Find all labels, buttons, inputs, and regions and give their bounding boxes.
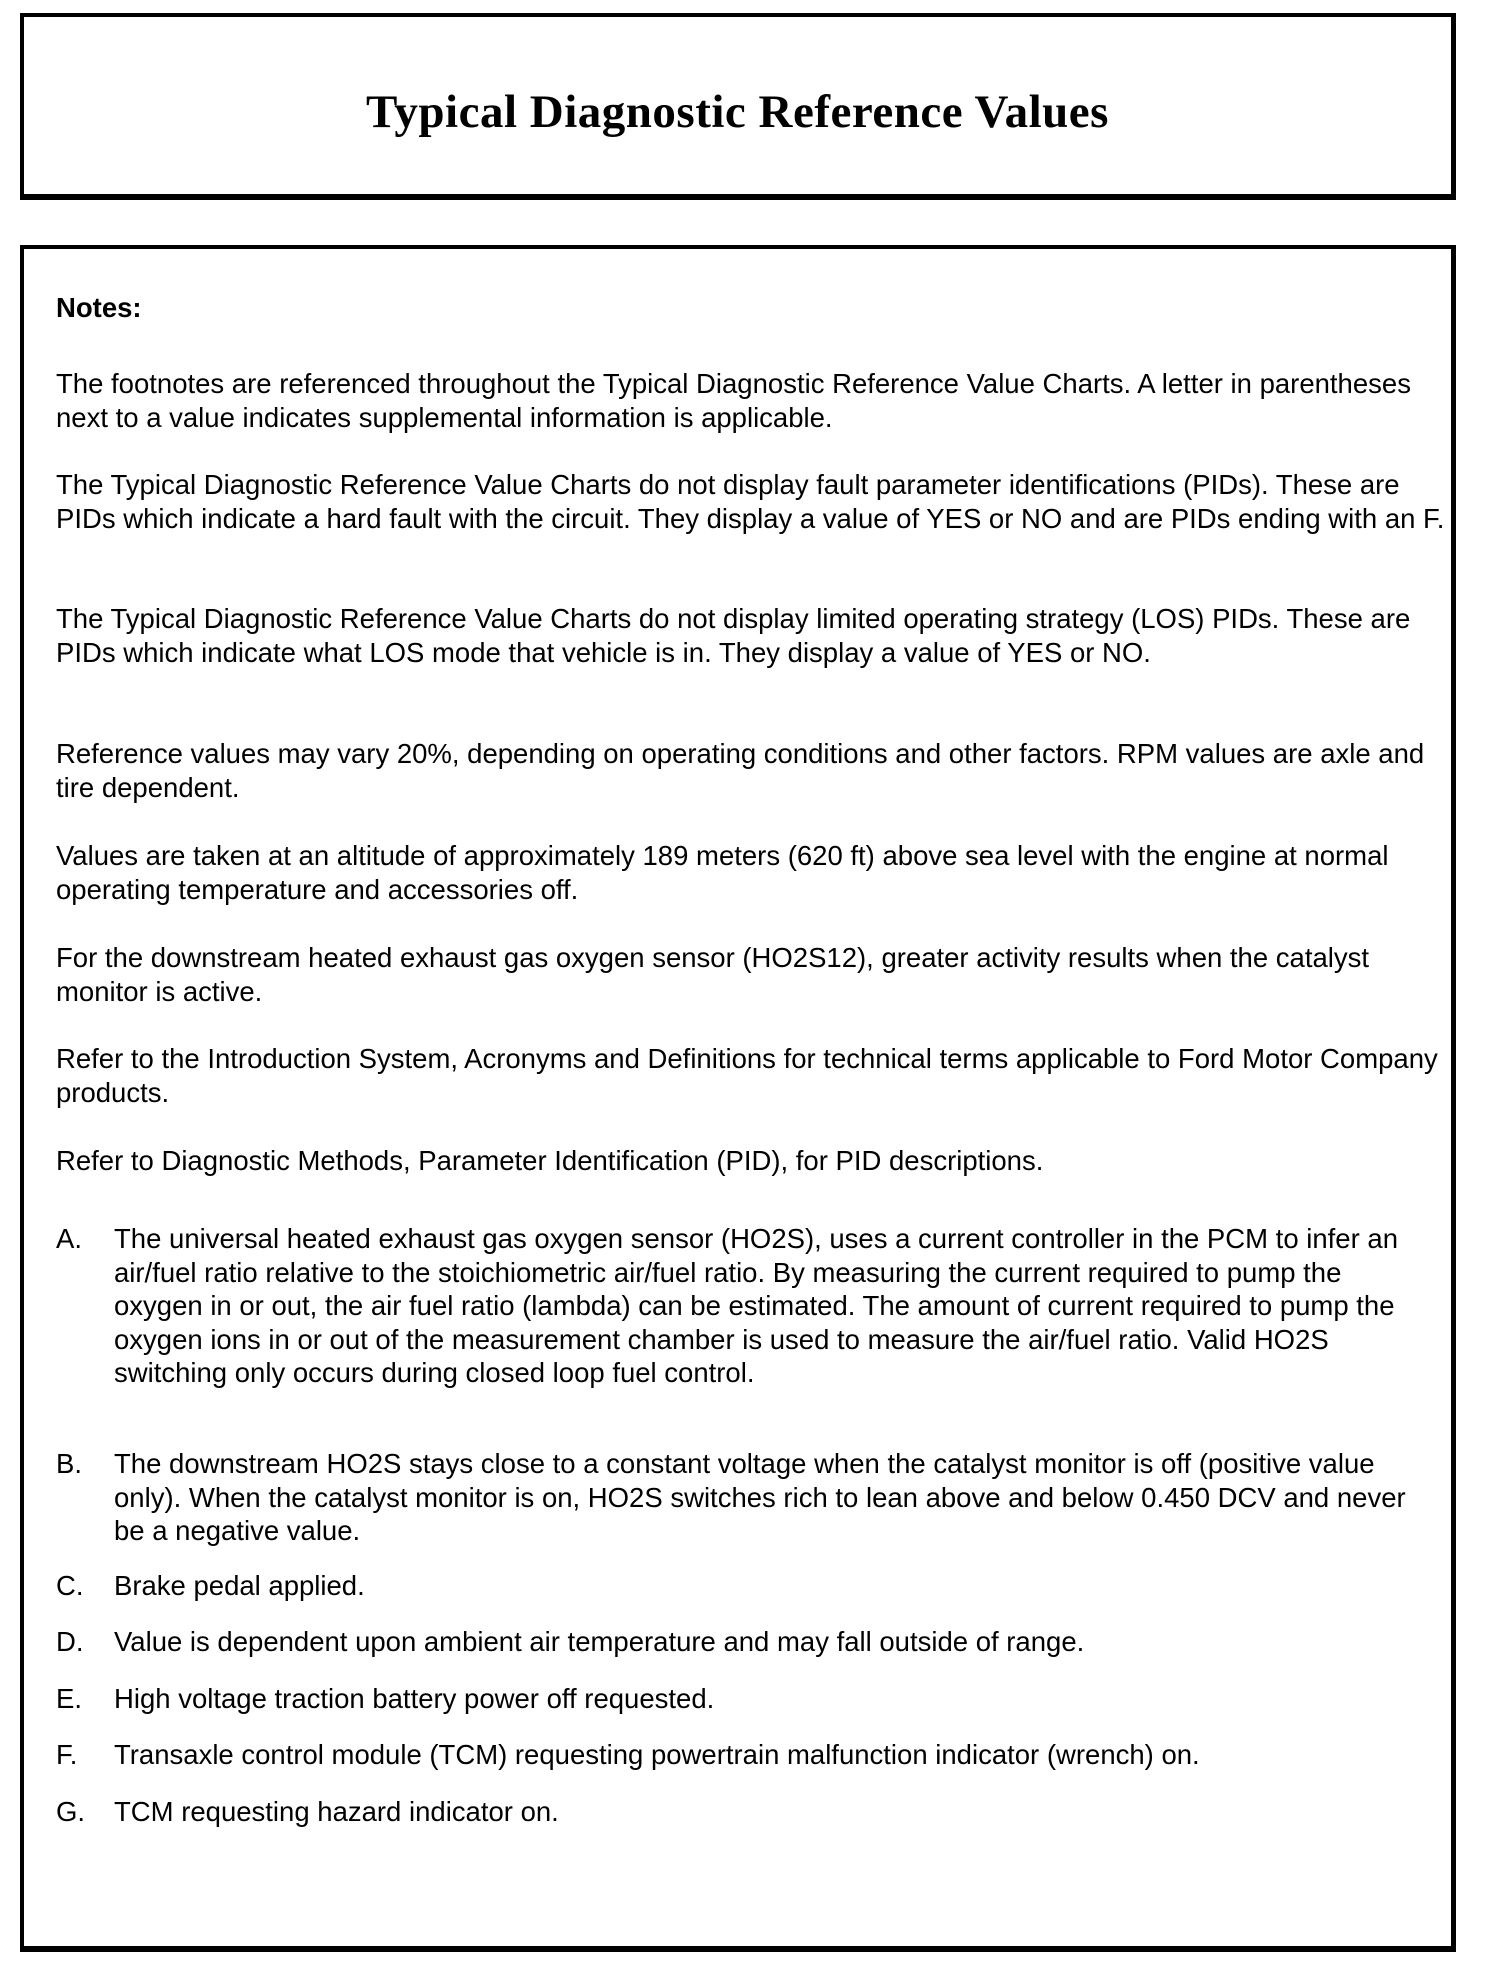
footnote-text: The downstream HO2S stays close to a constant voltage when the catalyst monitor is off (positive value only). When the catalyst monitor is on, HO2S switches rich to lean above and below 0.450 DCV and never be a negative value. <box>114 1448 1406 1546</box>
note-los-pids: The Typical Diagnostic Reference Value Charts do not display limited operating strategy (LOS) PIDs. These are PIDs which indicate what LOS mode that vehicle is in. They display a value of YES or NO. <box>56 603 1411 668</box>
note-value-variance: Reference values may vary 20%, depending on operating conditions and other factors. RPM values are axle and tire dependent. <box>56 738 1425 803</box>
title-box <box>20 13 1456 200</box>
note-fault-pids: The Typical Diagnostic Reference Value Charts do not display fault parameter identifications (PIDs). These are PIDs which indicate a hard fault with the circuit. They display a value of YES or NO and are PIDs ending with an F. <box>56 469 1445 534</box>
footnote-letter: G. <box>56 1796 86 1827</box>
notes-box <box>20 245 1456 1952</box>
note-refer-introduction: Refer to the Introduction System, Acronyms and Definitions for technical terms applicable to Ford Motor Company products. <box>56 1043 1438 1108</box>
footnote-letter: A. <box>56 1223 82 1254</box>
footnote-g <box>56 1795 1451 1829</box>
footnote-letter: D. <box>56 1626 84 1657</box>
footnote-text: The universal heated exhaust gas oxygen sensor (HO2S), uses a current controller in the PCM to infer an air/fuel ratio relative to the stoichiometric air/fuel ratio. By measuring the current required to pump the oxygen in or out, the air fuel ratio (lambda) can be estimated. The amount of current required to pump the oxygen ions in or out of the measurement chamber is used to measure the air/fuel ratio. Valid HO2S switching only occurs during closed loop fuel control. <box>114 1223 1398 1388</box>
note-footnotes-reference: The footnotes are referenced throughout the Typical Diagnostic Reference Value Charts. A letter in parentheses next to a value indicates supplemental information is applicable. <box>56 368 1411 433</box>
footnote-b <box>56 1447 1451 1548</box>
footnote-text: Value is dependent upon ambient air temperature and may fall outside of range. <box>114 1626 1085 1657</box>
footnote-letter: B. <box>56 1448 82 1479</box>
footnote-text: Brake pedal applied. <box>114 1570 365 1601</box>
note-altitude: Values are taken at an altitude of approximately 189 meters (620 ft) above sea level with the engine at normal operating temperature and accessories off. <box>56 840 1389 905</box>
footnote-text: Transaxle control module (TCM) requesting powertrain malfunction indicator (wrench) on. <box>114 1739 1200 1770</box>
footnote-d <box>56 1625 1451 1659</box>
footnote-text: TCM requesting hazard indicator on. <box>114 1796 559 1827</box>
notes-heading: Notes: <box>56 292 142 323</box>
footnote-f <box>56 1738 1451 1772</box>
footnote-a <box>56 1222 1451 1390</box>
footnote-letter: C. <box>56 1570 84 1601</box>
footnote-text: High voltage traction battery power off requested. <box>114 1683 715 1714</box>
footnote-letter: E. <box>56 1683 82 1714</box>
note-downstream-ho2s: For the downstream heated exhaust gas oxygen sensor (HO2S12), greater activity results when the catalyst monitor is active. <box>56 942 1370 1007</box>
footnote-c <box>56 1569 1451 1603</box>
footnote-letter: F. <box>56 1739 78 1770</box>
note-refer-diagnostic-methods: Refer to Diagnostic Methods, Parameter Identification (PID), for PID descriptions. <box>56 1145 1044 1176</box>
footnote-e <box>56 1682 1451 1716</box>
page-title: Typical Diagnostic Reference Values <box>366 86 1109 138</box>
